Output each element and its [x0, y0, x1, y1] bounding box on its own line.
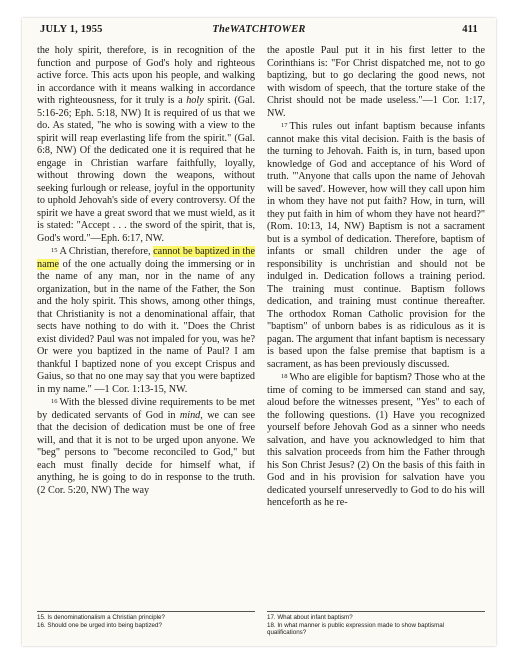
page-header: [28, 24, 490, 40]
footnote-question: 18. In what manner is public expression made to show baptismal qualifications?: [267, 621, 445, 637]
highlighted-text: cannot be baptized in the name: [37, 246, 255, 270]
paragraph-17: 17 This rules out infant baptism because infants cannot make this vital decision. Faith is the basis of the turning to Jehovah. Faith is, in turn, based upon knowledge of God and acceptance of his Word of truth. "'Anyone that calls upon the name of Jehovah will be saved'. However, how will they call upon him in whom they have not put faith? How, in turn, will they put faith in him of whom they have not heard?" (Rom. 10:13, 14, NW) Baptism is not a sacrament but is a symbol of dedication. Therefore, baptism of infants or small children under the age of responsibility is unchristian and should not be indulged in. Dedication follows a training period. The training must continue. Baptism follows dedication, and training must continue thereafter. The orthodox Roman Catholic provision for the "baptism" of unborn babes is as ridiculous as it is pagan. The argument that infant baptism is necessary is based upon the false premise that baptism is a sacrament, as has been previously discussed.: [267, 121, 485, 370]
masthead: TheWATCHTOWER: [212, 24, 306, 35]
paragraph-number: 17: [281, 122, 288, 129]
magazine-page: [22, 18, 496, 646]
italic-holy: holy: [186, 95, 204, 106]
paragraph-number: 16: [51, 398, 58, 405]
footnotes-left: [37, 611, 255, 629]
footnote-question: 17. What about infant baptism?: [267, 614, 353, 621]
paragraph-number: 15: [51, 247, 58, 254]
italic-mind: mind: [179, 409, 201, 421]
footnote-question: 15. Is denominationalism a Christian principle?: [37, 614, 165, 621]
paragraph-14-continued: the holy spirit, therefore, is in recognition of the function and purpose of God's holy and righteous active force. This acts upon his people, and walking in accordance with it means walking in accordance with righteousness, for it truly is a holy spirit. (Gal. 5:16-26; Eph. 5:18, NW) It is required of us that we do. As stated, "he who is sowing with a view to the spirit will reap everlasting life from the spirit." (Gal. 6:8, NW) Of the dedicated one it is required that he engage in Christian warfare faithfully, loyally, without throwing down the weapons, without seeking furlough or release, joyful in the opportunity to uphold Jehovah's side of every controversy. Of the spirit we have a great sword that we must wield, as it is stated: "Accept . . . the sword of the spirit, that is, God's word."—Eph. 6:17, NW.: [37, 45, 256, 244]
page-number: 411: [462, 24, 478, 35]
paragraph-18: 18 Who are eligible for baptism? Those who at the time of coming to be immersed can stand and say, aloud before the witnesses present, "Yes" to each of the following questions. (1) Have you recognized yourself before Jehovah God as a sinner who needs salvation, and have you acknowledged to him that this salvation proceeds from him the Father through his Son Christ Jesus? (2) On the basis of this faith in God and in his provision for salvation have you dedicated yourself unreservedly to God to do his will henceforth as he re-: [267, 372, 485, 508]
footnote-question: 16. Should one be urged into being baptized?: [37, 621, 162, 629]
issue-date: JULY 1, 1955: [40, 24, 103, 35]
paragraph-16: 16 With the blessed divine requirements to be met by dedicated servants of God in mind, we can see that the decision of dedication must be one of free will, and that it is not to be urged upon anyone. We "beg" persons to "become reconciled to God," but each must finally decide for himself what, if anything, he is going to do in response to the truth. (2 Cor. 5:20, NW) The way: [37, 397, 255, 496]
right-column: [267, 45, 485, 510]
paragraph-15: 15 A Christian, therefore, cannot be baptized in the name of the one actually doing the immersing or in the name of any man, nor in the name of any organization, but in the name of the Father, the Son and the holy spirit. This shows, among other things, that Christianity is not a denominational affair, that sects have nothing to do with it. "Does the Christ exist divided? Paul was not impaled for you, was he? Or were you baptized in the name of Paul? I am thankful I baptized none of you except Crispus and Gaius, so that no one may say that you were baptized in my name." —1 Cor. 1:13-15, NW.: [37, 246, 255, 395]
left-column: [37, 45, 255, 497]
footnotes-right: [267, 611, 485, 637]
paragraph-16-continued: the apostle Paul put it in his first letter to the Corinthians is: "For Christ dispatched me, not to go baptizing, but to go declaring the good news, not with wisdom of speech, that the torture stake of the Christ should not be made useless."—1 Cor. 1:17, NW.: [267, 45, 485, 119]
paragraph-number: 18: [281, 373, 288, 380]
